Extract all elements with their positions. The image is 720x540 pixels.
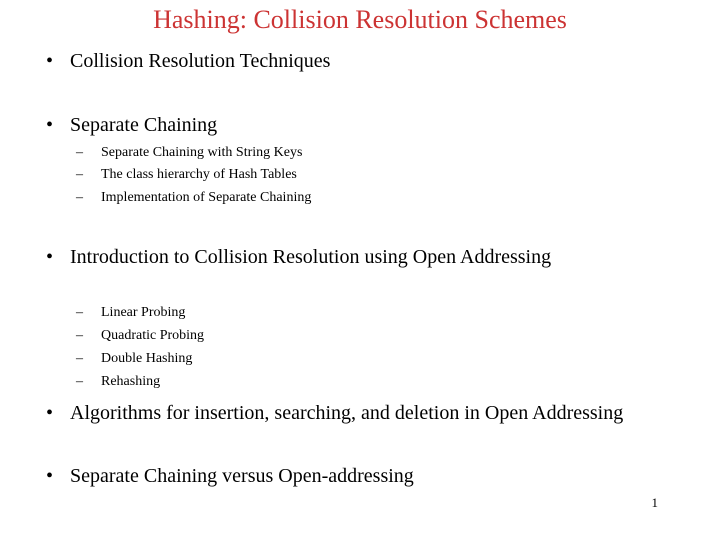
sub-marker: –	[76, 374, 83, 389]
sub-text: Rehashing	[101, 374, 161, 389]
bullet-item	[46, 46, 670, 76]
sub-item	[76, 164, 661, 186]
bullet-marker: •	[46, 114, 54, 136]
sub-item	[76, 348, 661, 370]
sub-marker: –	[76, 190, 83, 205]
sub-item	[76, 325, 661, 347]
bullet-item	[46, 110, 670, 140]
bullet-text: Separate Chaining versus Open-addressing	[70, 465, 414, 487]
sub-marker: –	[76, 167, 83, 182]
sub-text: Quadratic Probing	[101, 328, 205, 343]
bullet-marker: •	[46, 246, 54, 268]
sub-text: The class hierarchy of Hash Tables	[101, 167, 297, 182]
bullet-item	[46, 398, 650, 428]
sub-item	[76, 142, 661, 164]
bullet-item	[46, 242, 570, 272]
slide-title: Hashing: Collision Resolution Schemes	[153, 5, 567, 34]
bullet-marker: •	[46, 465, 54, 487]
bullet-item	[46, 461, 670, 491]
sub-text: Linear Probing	[101, 305, 186, 320]
page-number: 1	[651, 495, 658, 510]
sub-marker: –	[76, 305, 83, 320]
sub-marker: –	[76, 328, 83, 343]
sub-text: Double Hashing	[101, 351, 193, 366]
sub-marker: –	[76, 145, 83, 160]
sub-item	[76, 187, 661, 209]
bullet-text: Separate Chaining	[70, 114, 218, 136]
sub-text: Implementation of Separate Chaining	[101, 190, 312, 205]
bullet-text: Introduction to Collision Resolution using Open Addressing	[70, 246, 552, 268]
bullet-marker: •	[46, 402, 54, 424]
sub-item	[76, 302, 661, 324]
sub-text: Separate Chaining with String Keys	[101, 145, 303, 160]
bullet-text: Algorithms for insertion, searching, and deletion in Open Addressing	[70, 402, 624, 424]
sub-item	[76, 371, 661, 393]
bullet-text: Collision Resolution Techniques	[70, 50, 331, 72]
sub-marker: –	[76, 351, 83, 366]
bullet-marker: •	[46, 50, 54, 72]
